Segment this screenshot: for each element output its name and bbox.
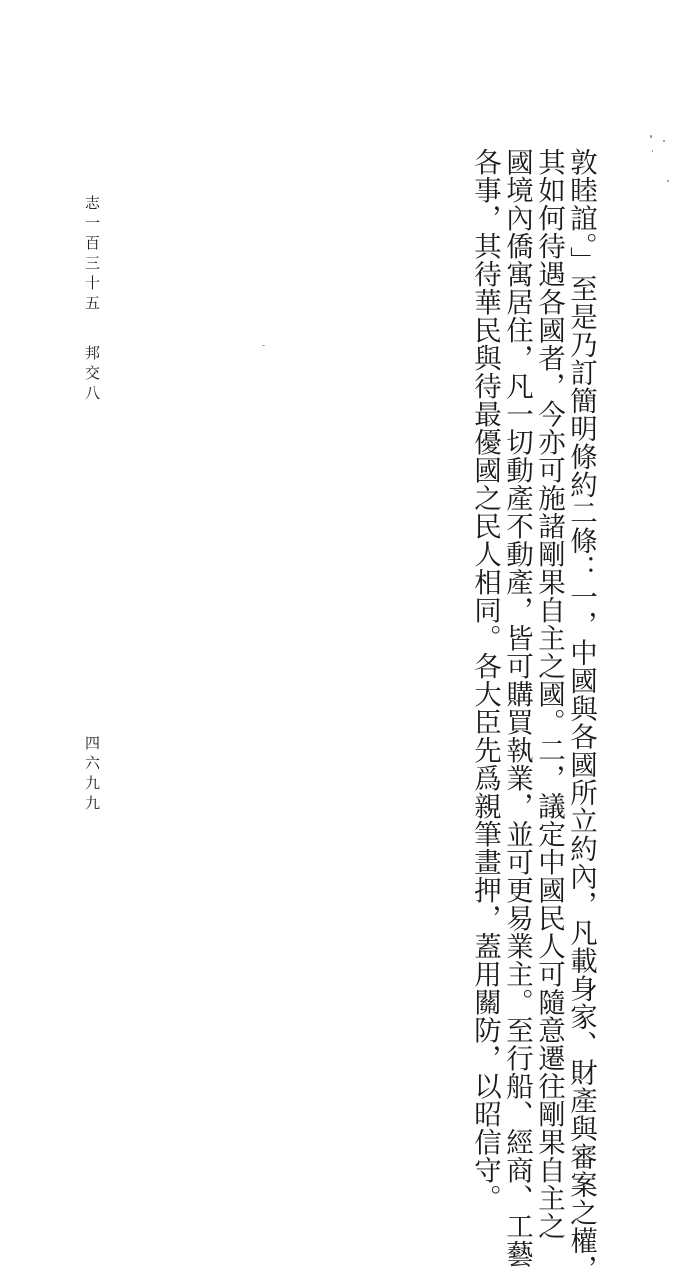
text-column-1: 敦睦誼。」至是乃訂簡明條約二條：一，中國與各國所立約內，凡載身家、財產與審案之權， xyxy=(565,148,597,1282)
scan-speck xyxy=(652,150,653,152)
section-title: 邦交八 xyxy=(83,345,101,405)
page-number: 四六九九 xyxy=(83,735,101,815)
scan-speck xyxy=(262,345,265,346)
text-column-4: 各事，其待華民與待最優國之民人相同。各大臣先爲親筆畫押，蓋用關防，以昭信守。 xyxy=(469,148,501,1212)
running-title: 志一百三十五 xyxy=(83,195,101,315)
text-column-3: 國境內僑寓居住，凡一切動產不動產，皆可購買執業，並可更易業主。至行船、經商、工藝 xyxy=(501,148,533,1268)
scan-speck xyxy=(650,135,652,138)
text-column-2: 其如何待遇各國者，今亦可施諸剛果自主之國。二，議定中國民人可隨意遷往剛果自主之 xyxy=(533,148,565,1240)
scan-speck xyxy=(667,180,669,182)
scan-speck xyxy=(663,140,665,142)
